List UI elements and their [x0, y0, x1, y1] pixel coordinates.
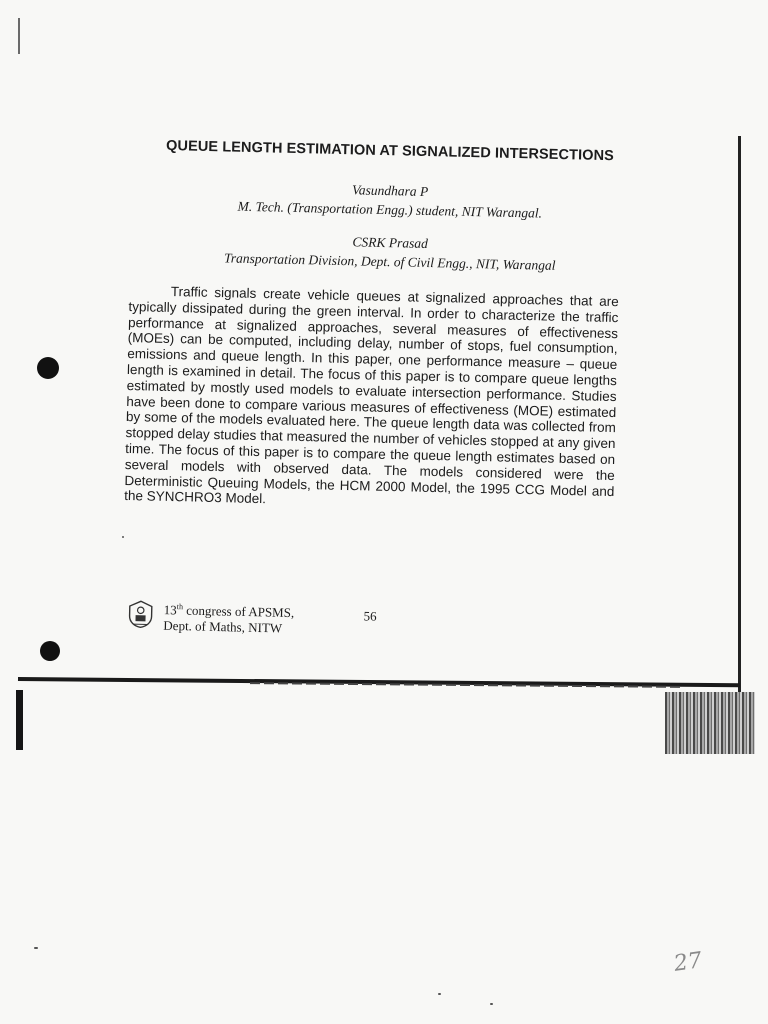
author-name: Vasundhara P: [351, 182, 429, 200]
punch-hole: [37, 357, 59, 379]
page-number: 56: [363, 608, 377, 624]
footer-citation: [163, 599, 294, 637]
scan-edge-bar: [16, 690, 23, 750]
congress-name: congress of APSMS,: [182, 602, 295, 621]
scan-speck: [34, 947, 38, 949]
abstract-paragraph: Traffic signals create vehicle queues at signalized approaches that are typically dissipated during the green interval. In order to characterize the traffic performance at signalized approaches, several measures of effectiveness (MOEs) can be computed, including delay, number of stops, fuel consumption, emissions and queue length. In this paper, one performance measure – queue length is examined in detail. The focus of this paper is to compare queue lengths estimated by mostly used models to evaluate intersection performance. Studies have been done to compare various measures of effectiveness (MOE) estimated by some of the models evaluated here. The queue length data was collected from stopped delay studies that measured the number of vehicles stopped at any given time. The focus of this paper is to compare the queue length estimates based on several models with observed data. The models considered were the Deterministic Queuing Models, the HCM 2000 Model, the 1995 CCG Model and the SYNCHRO3 Model.: [124, 283, 619, 507]
scan-noise-strip: [665, 692, 755, 754]
scan-speck: [438, 993, 441, 995]
author-block: [0, 172, 768, 227]
scan-speck: [122, 536, 124, 538]
page-footer: [127, 598, 388, 644]
footer-department: Dept. of Maths, NITW: [163, 618, 283, 636]
paper-title: QUEUE LENGTH ESTIMATION AT SIGNALIZED INTERSECTIONS: [165, 138, 615, 165]
congress-ordinal: th: [176, 602, 184, 612]
author-affiliation: Transportation Division, Dept. of Civil Engg., NIT, Warangal: [223, 250, 556, 273]
author-affiliation: M. Tech. (Transportation Engg.) student, NIT Warangal.: [237, 198, 543, 221]
author-block: [0, 224, 768, 279]
handwritten-note: 27: [672, 948, 704, 977]
congress-number: 13: [163, 602, 177, 618]
scan-edge-mark: [18, 18, 20, 54]
punch-hole: [40, 641, 60, 661]
scan-speck: [490, 1003, 493, 1005]
author-name: CSRK Prasad: [352, 234, 429, 251]
nitw-emblem-icon: [127, 600, 154, 629]
